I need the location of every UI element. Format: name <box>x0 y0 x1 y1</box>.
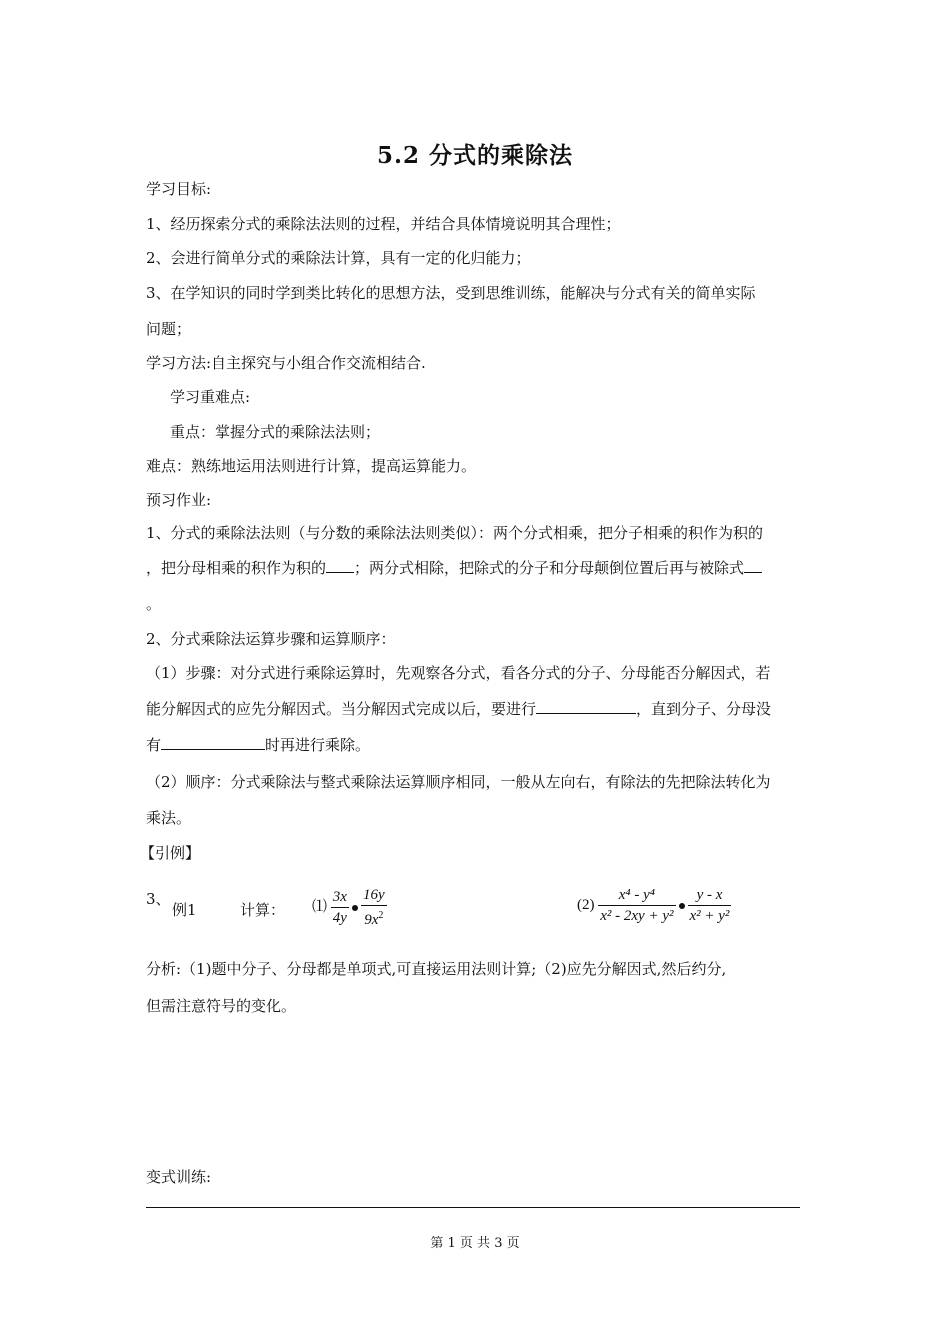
example-compute-label: 计算： <box>240 901 286 919</box>
problem-2-fraction-1-num: x⁴ - y⁴ <box>598 885 675 906</box>
page-title: 5.2 分式的乘除法 <box>376 142 574 169</box>
key-points-heading: 学习重难点: <box>170 388 251 406</box>
problem-1-expression <box>312 885 387 930</box>
step-line3-b: 时再进行乘除。 <box>265 736 371 754</box>
example-heading: 【引例】 <box>140 844 201 862</box>
example-label: 例1 <box>172 901 197 919</box>
key-point: 重点：掌握分式的乘除法法则； <box>170 423 381 441</box>
preview-item1-line2 <box>146 557 762 578</box>
step-line3 <box>146 734 370 755</box>
objectives-heading: 学习目标: <box>146 180 212 198</box>
objective-item-3: 3、在学知识的同时学到类比转化的思想方法，受到思维训练，能解决与分式有关的简单实际 <box>146 284 756 302</box>
step-line1: （1）步骤：对分式进行乘除运算时，先观察各分式，看各分式的分子、分母能否分解因式，若 <box>146 664 771 682</box>
fill-blank-3[interactable] <box>536 699 636 714</box>
example-number: 3、 <box>146 890 171 908</box>
problem-2-label: (2) <box>577 896 595 913</box>
preview-item1-line3: 。 <box>146 595 162 613</box>
order-line2: 乘法。 <box>146 809 192 827</box>
problem-1-fraction-1-num: 3x <box>331 887 349 908</box>
preview-item1-line1: 1、分式的乘除法法则（与分数的乘除法法则类似）：两个分式相乘，把分子相乘的积作为积的 <box>146 524 764 542</box>
preview-item2-heading: 2、分式乘除法运算步骤和运算顺序： <box>146 630 396 648</box>
problem-1-fraction-1-den: 4y <box>332 910 347 926</box>
problem-1-fraction-2-num: 16y <box>361 885 387 906</box>
multiply-dot-icon <box>679 903 685 909</box>
analysis-line2: 但需注意符号的变化。 <box>146 997 297 1015</box>
difficulty-point: 难点：熟练地运用法则进行计算，提高运算能力。 <box>146 457 477 475</box>
analysis-line1: 分析:（1)题中分子、分母都是单项式,可直接运用法则计算;（2)应先分解因式,然后约分, <box>146 960 727 978</box>
preview-item1-line2-b: ；两分式相除，把除式的分子和分母颠倒位置后再与被除式 <box>354 559 745 577</box>
variant-training-heading: 变式训练: <box>146 1168 212 1186</box>
multiply-dot-icon <box>352 905 358 911</box>
problem-1-fraction-2-den-exponent: 2 <box>378 910 384 921</box>
page-footer: 第 1 页 共 3 页 <box>430 1236 520 1251</box>
problem-2-fraction-2-num: y - x <box>688 885 732 906</box>
fill-blank-2[interactable] <box>744 558 762 573</box>
problem-2-expression <box>577 885 731 926</box>
problem-1-fraction-2 <box>361 885 387 930</box>
fill-blank-1[interactable] <box>326 558 354 573</box>
problem-1-fraction-2-den-base: 9x <box>364 912 379 928</box>
problem-2-fraction-1 <box>598 885 675 926</box>
step-line2-b: ，直到分子、分母没 <box>636 700 772 718</box>
problem-2-fraction-2 <box>688 885 732 926</box>
footer-divider <box>146 1207 800 1208</box>
order-line1: （2）顺序：分式乘除法与整式乘除法运算顺序相同，一般从左向右，有除法的先把除法转化为 <box>146 773 771 791</box>
learning-method: 学习方法:自主探究与小组合作交流相结合. <box>146 354 426 372</box>
problem-1-fraction-1 <box>331 887 349 928</box>
objective-item-3-cont: 问题； <box>146 320 192 338</box>
problem-2-fraction-2-den: x² + y² <box>689 908 730 924</box>
step-line2-a: 能分解因式的应先分解因式。当分解因式完成以后，要进行 <box>146 700 537 718</box>
objective-item-1: 1、经历探索分式的乘除法法则的过程，并结合具体情境说明其合理性； <box>146 215 621 233</box>
preview-heading: 预习作业: <box>146 491 212 509</box>
preview-item1-line2-a: ，把分母相乘的积作为积的 <box>146 559 327 577</box>
fill-blank-4[interactable] <box>161 735 265 750</box>
step-line3-a: 有 <box>146 736 162 754</box>
problem-1-label: ⑴ <box>312 898 328 915</box>
problem-1-fraction-2-den <box>361 906 387 930</box>
objective-item-2: 2、会进行简单分式的乘除法计算，具有一定的化归能力； <box>146 249 531 267</box>
step-line2 <box>146 698 771 719</box>
problem-2-fraction-1-den: x² - 2xy + y² <box>600 908 674 924</box>
